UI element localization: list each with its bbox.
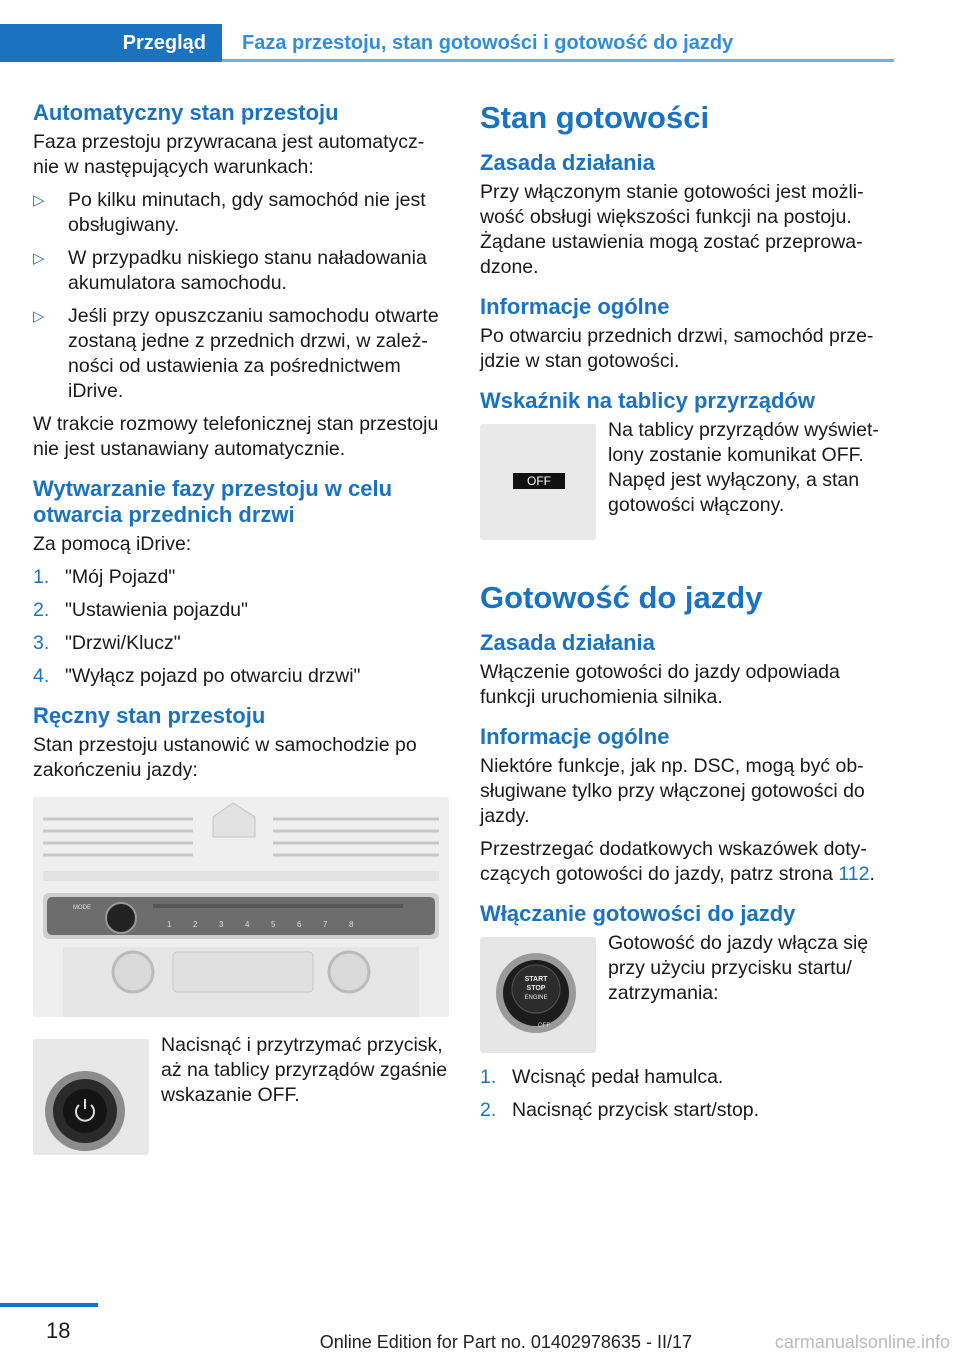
standby-general-text: Po otwarciu przednich drzwi, samochód prze-jdzie w stan gotowości. <box>480 325 874 372</box>
footer-accent-bar <box>0 1303 98 1307</box>
start-stop-illustration <box>480 937 596 1053</box>
step-number: 1. <box>480 1066 497 1088</box>
step-number: 3. <box>33 632 50 654</box>
preset-2: 2 <box>193 920 198 929</box>
preset-7: 7 <box>323 920 328 929</box>
standby-principle-heading: Zasada działania <box>480 150 655 175</box>
center-console-image <box>33 797 449 1017</box>
manual-standby-intro: Stan przestoju ustanowić w samochodzie po zakończeniu jazdy: <box>33 734 417 781</box>
drive-general-text-2-body: Przestrzegać dodatkowych wskazówek doty-czących gotowości do jazdy, patrz strona <box>480 838 867 885</box>
list-item <box>33 664 449 689</box>
list-item <box>33 565 449 590</box>
list-item <box>480 1098 896 1123</box>
drive-ready-title: Gotowość do jazdy <box>480 580 763 615</box>
header-divider <box>222 59 894 62</box>
standby-title: Stan gotowości <box>480 100 710 135</box>
manual-standby-instruction: Nacisnąć i przytrzymać przycisk, aż na tablicy przyrządów zgaśnie wskazanie OFF. <box>161 1034 448 1106</box>
drive-principle-text: Włączenie gotowości do jazdy odpowiada funkcji uruchomienia silnika. <box>480 661 840 708</box>
auto-standby-heading: Automatyczny stan przestoju <box>33 100 339 125</box>
step-text: Nacisnąć przycisk start/stop. <box>512 1099 760 1121</box>
enable-text: Gotowość do jazdy włącza się przy użyciu przycisku startu/ zatrzymania: <box>608 932 869 1004</box>
step-text: "Ustawienia pojazdu" <box>65 599 248 621</box>
preset-1: 1 <box>167 920 172 929</box>
drive-general-heading: Informacje ogólne <box>480 724 670 749</box>
console-mode-label: MODE <box>73 905 91 911</box>
list-item <box>33 631 449 656</box>
step-number: 4. <box>33 665 50 687</box>
list-item: ▷ Jeśli przy opuszczaniu samochodu otwarte zostaną jedne z przednich drzwi, w zależ-ności od ustawienia za pośrednictwem iDrive. <box>33 304 449 404</box>
section-tab[interactable]: Przegląd <box>0 24 222 62</box>
step-text: "Drzwi/Klucz" <box>65 632 181 654</box>
drive-general-text-2-end: . <box>869 863 875 885</box>
right-column <box>480 100 896 1137</box>
center-console-illustration <box>33 797 449 1017</box>
list-item <box>33 598 449 623</box>
create-standby-intro: Za pomocą iDrive: <box>33 533 192 555</box>
drive-principle-heading: Zasada działania <box>480 630 655 655</box>
page-title: Faza przestoju, stan gotowości i gotowość do jazdy <box>242 32 734 54</box>
start-stop-image <box>480 937 596 1053</box>
drive-general-text: Niektóre funkcje, jak np. DSC, mogą być ob-sługiwane tylko przy włączonej gotowości do jazdy. <box>480 755 865 827</box>
indicator-heading: Wskaźnik na tablicy przyrządów <box>480 388 815 413</box>
preset-8: 8 <box>349 920 354 929</box>
step-text: Wcisnąć pedał hamulca. <box>512 1066 724 1088</box>
manual-standby-heading: Ręczny stan przestoju <box>33 703 266 728</box>
power-button-illustration <box>33 1039 149 1155</box>
page-link[interactable]: 112 <box>838 863 870 885</box>
left-column <box>33 100 449 1167</box>
engine-label: ENGINE <box>524 995 548 1001</box>
power-button-image <box>33 1039 149 1155</box>
watermark: carmanualsonline.info <box>774 1332 950 1352</box>
step-number: 2. <box>480 1099 497 1121</box>
off-indicator-label: OFF <box>527 474 551 488</box>
enable-heading: Włączanie gotowości do jazdy <box>480 901 796 926</box>
auto-standby-intro: Faza przestoju przywracana jest automatycz-nie w następujących warunkach: <box>33 131 425 178</box>
start-off-label: OFF <box>538 1023 550 1029</box>
enable-steps <box>480 1065 896 1123</box>
step-text: "Mój Pojazd" <box>65 566 176 588</box>
step-number: 1. <box>33 566 50 588</box>
step-number: 2. <box>33 599 50 621</box>
auto-standby-list <box>33 188 449 404</box>
standby-principle-text: Przy włączonym stanie gotowości jest możli-wość obsługi większości funkcji na postoju. Żądane ustawienia mogą zostać przeprowa-dzone. <box>480 181 864 278</box>
edition-text: Online Edition for Part no. 01402978635 - II/17 <box>319 1332 692 1352</box>
preset-6: 6 <box>297 920 302 929</box>
start-label: START <box>524 976 548 983</box>
create-standby-steps <box>33 565 449 689</box>
page-number: 18 <box>46 1318 71 1343</box>
preset-4: 4 <box>245 920 250 929</box>
indicator-text: Na tablicy przyrządów wyświet-lony zostanie komunikat OFF. Napęd jest wyłączony, a stan gotowości włączony. <box>608 419 879 516</box>
preset-5: 5 <box>271 920 276 929</box>
standby-general-heading: Informacje ogólne <box>480 294 670 319</box>
list-item: ▷ W przypadku niskiego stanu naładowania akumulatora samochodu. <box>33 246 449 296</box>
header-bar <box>0 24 894 62</box>
list-item <box>480 1065 896 1090</box>
off-indicator-illustration <box>480 424 596 540</box>
preset-3: 3 <box>219 920 224 929</box>
step-text: "Wyłącz pojazd po otwarciu drzwi" <box>65 665 361 687</box>
stop-label: STOP <box>526 985 546 992</box>
list-item: ▷ Po kilku minutach, gdy samochód nie jest obsługiwany. <box>33 188 449 238</box>
off-indicator-image <box>480 424 596 540</box>
create-standby-heading: Wytwarzanie fazy przestoju w celu otwarcia przednich drzwi <box>33 476 393 527</box>
auto-standby-note: W trakcie rozmowy telefonicznej stan przestoju nie jest ustanawiany automatycznie. <box>33 413 439 460</box>
drive-general-text-2 <box>480 837 896 887</box>
